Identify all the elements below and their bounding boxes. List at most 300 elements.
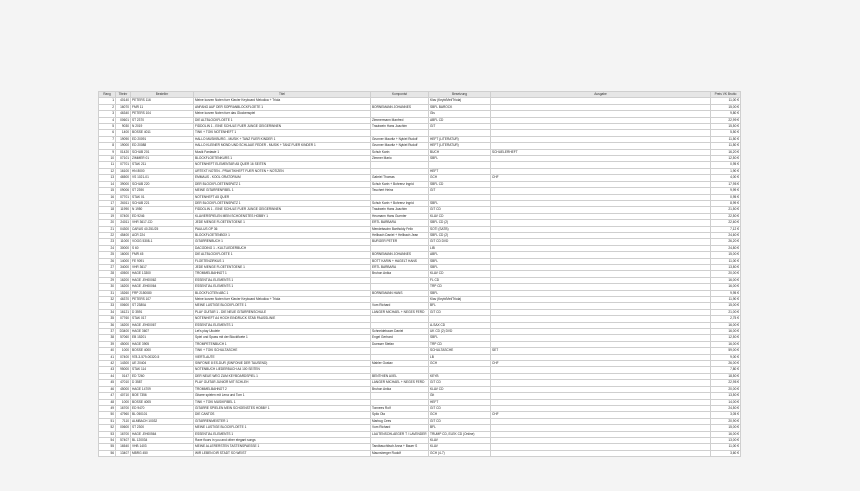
cell-titelnr[interactable]: 30000 [116, 245, 131, 251]
cell-komponist[interactable]: Spilo Ola [371, 412, 429, 418]
cell-preis[interactable]: 22,99 € [711, 117, 741, 123]
cell-besetzung[interactable]: GCH [429, 412, 491, 418]
cell-komponist[interactable]: LANGER MICHAEL + NEGES FERD [371, 380, 429, 386]
cell-komponist[interactable]: Schneidebaum Daniel [371, 329, 429, 335]
cell-besetzung[interactable]: FL CD [429, 277, 491, 283]
column-header-bestellnr[interactable]: Bestellnr [131, 92, 194, 98]
cell-rang[interactable]: 11 [99, 162, 116, 168]
cell-rang[interactable]: 2 [99, 104, 116, 110]
cell-besetzung[interactable]: KLAV [429, 444, 491, 450]
cell-komponist[interactable]: LANGER MICHAEL + NEGES FERD [371, 309, 429, 315]
cell-titel[interactable]: BLOCKFLOTEN ABC 1 [194, 290, 371, 296]
cell-titelnr[interactable]: 45000 [116, 386, 131, 392]
cell-preis[interactable]: 18,50 € [711, 373, 741, 379]
cell-bestellnr[interactable]: HN 8000 [131, 168, 194, 174]
cell-besetzung[interactable]: Git [429, 393, 491, 399]
cell-rang[interactable]: 26 [99, 258, 116, 264]
cell-preis[interactable]: 11,00 € [711, 98, 741, 104]
cell-besetzung[interactable]: ABFL CD [429, 117, 491, 123]
cell-komponist[interactable]: Grunner Mauritz + Nykiel Rudolf [371, 136, 429, 142]
cell-rang[interactable]: 21 [99, 226, 116, 232]
cell-preis[interactable]: 9,99 € [711, 188, 741, 194]
cell-bestellnr[interactable]: STAK 114 [131, 367, 194, 373]
cell-rang[interactable]: 23 [99, 239, 116, 245]
cell-rang[interactable]: 5 [99, 124, 116, 130]
cell-bestellnr[interactable]: ED 20091 [131, 136, 194, 142]
cell-titelnr[interactable]: 34000 [116, 264, 131, 270]
cell-rang[interactable]: 24 [99, 245, 116, 251]
cell-bestellnr[interactable]: FE 9091 [131, 258, 194, 264]
cell-titelnr[interactable]: 40710 [116, 393, 131, 399]
cell-titelnr[interactable]: 09006 [116, 188, 131, 194]
cell-besetzung[interactable]: KEYB [429, 373, 491, 379]
cell-preis[interactable]: 24,50 € [711, 405, 741, 411]
cell-rang[interactable]: 55 [99, 444, 116, 450]
cell-preis[interactable]: 3,05 € [711, 412, 741, 418]
cell-preis[interactable]: 11,50 € [711, 143, 741, 149]
cell-preis[interactable]: 21,00 € [711, 309, 741, 315]
cell-rang[interactable]: 9 [99, 149, 116, 155]
cell-rang[interactable]: 7 [99, 136, 116, 142]
cell-titel[interactable]: TROMMELBAHNOT 2 [194, 386, 371, 392]
cell-titel[interactable]: HALLO KLEINER MOND UND SCHLAUE FEDER - MUSIK + TANZ FUER KINDER 1 [194, 143, 371, 149]
cell-titel[interactable]: DIE CANTOS [194, 412, 371, 418]
cell-preis[interactable]: 13,80 € [711, 264, 741, 270]
cell-komponist[interactable]: Trautwein Hans Joachim [371, 124, 429, 130]
cell-bestellnr[interactable]: SCHUB 201 [131, 149, 194, 155]
cell-rang[interactable]: 30 [99, 284, 116, 290]
cell-titelnr[interactable]: 46370 [116, 297, 131, 303]
cell-rang[interactable]: 52 [99, 425, 116, 431]
cell-rang[interactable]: 6 [99, 130, 116, 136]
cell-rang[interactable]: 12 [99, 168, 116, 174]
cell-rang[interactable]: 56 [99, 450, 116, 456]
cell-titel[interactable]: Meine kurzen Noten fuer das Glockenspiel [194, 111, 371, 117]
cell-preis[interactable]: 12,50 € [711, 335, 741, 341]
cell-preis[interactable]: 15,00 € [711, 104, 741, 110]
cell-rang[interactable]: 17 [99, 200, 116, 206]
cell-besetzung[interactable]: Gls [429, 111, 491, 117]
cell-besetzung[interactable]: SBFL [429, 290, 491, 296]
cell-ausgabe[interactable]: CHF [491, 412, 711, 418]
cell-rang[interactable]: 13 [99, 175, 116, 181]
cell-titelnr[interactable]: 16700 [116, 405, 131, 411]
cell-bestellnr[interactable]: HAGE -EH00062 [131, 277, 194, 283]
cell-preis[interactable]: 20,90 € [711, 418, 741, 424]
cell-besetzung[interactable]: Klav (Keyb/Mel/Triola) [429, 297, 491, 303]
cell-besetzung[interactable]: SBFL [429, 258, 491, 264]
cell-rang[interactable]: 53 [99, 431, 116, 437]
column-header-ausgabe[interactable]: Ausgabe [491, 92, 711, 98]
cell-komponist[interactable]: Engel Gerhard [371, 335, 429, 341]
cell-besetzung[interactable]: GIT CD DVD [429, 239, 491, 245]
cell-komponist[interactable]: Heumann Hans Guenter [371, 213, 429, 219]
cell-titel[interactable]: FLOETENZIRKUS 1 [194, 258, 371, 264]
cell-titelnr[interactable]: 15260 [116, 290, 131, 296]
cell-titelnr[interactable]: 26011 [116, 200, 131, 206]
cell-titelnr[interactable]: 47010 [116, 380, 131, 386]
cell-titel[interactable]: EMMAUS - KOOL ORATORIUM [194, 175, 371, 181]
cell-komponist[interactable]: Mahler Gustav [371, 361, 429, 367]
cell-titelnr[interactable]: 0147 [116, 373, 131, 379]
cell-ausgabe[interactable]: CHF [491, 361, 711, 367]
cell-titelnr[interactable]: 95000 [116, 367, 131, 373]
cell-rang[interactable]: 45 [99, 380, 116, 386]
cell-titel[interactable]: Meine kurzen Noten fuer Klavier Keyboard Melodica + Triola [194, 98, 371, 104]
cell-komponist[interactable]: ERTL BARBARA [371, 264, 429, 270]
cell-titelnr[interactable]: 07701 [116, 194, 131, 200]
cell-titel[interactable]: HALLO MUSIKBURG - MUSIK + TANZ FUER KINDER 1 [194, 136, 371, 142]
cell-besetzung[interactable]: GIT CD [429, 380, 491, 386]
cell-titel[interactable]: PLAY GUITAR JUNIOR MIT SCHLEH [194, 380, 371, 386]
table-row[interactable] [99, 450, 741, 456]
cell-rang[interactable]: 41 [99, 354, 116, 360]
cell-preis[interactable]: 16,00 € [711, 341, 741, 347]
cell-preis[interactable]: 15,00 € [711, 425, 741, 431]
cell-titelnr[interactable]: 1000 [116, 399, 131, 405]
cell-preis[interactable]: 59,00 € [711, 348, 741, 354]
cell-komponist[interactable]: Zimmer Mario [371, 156, 429, 162]
cell-komponist[interactable]: BURGER PETER [371, 239, 429, 245]
cell-titelnr[interactable]: 11990 [116, 207, 131, 213]
cell-preis[interactable]: 16,00 € [711, 284, 741, 290]
cell-bestellnr[interactable]: STAK 017 [131, 316, 194, 322]
cell-besetzung[interactable]: GCH (4-7) [429, 450, 491, 456]
cell-besetzung[interactable]: GIT [429, 124, 491, 130]
cell-preis[interactable]: 9,00 € [711, 354, 741, 360]
cell-besetzung[interactable]: SOTI (SATB) [429, 226, 491, 232]
cell-komponist[interactable]: Tandbauchlisch Anna + Bauer S [371, 444, 429, 450]
cell-komponist[interactable]: Zimmermann Manfred [371, 117, 429, 123]
cell-preis[interactable]: 0,95 € [711, 162, 741, 168]
cell-titel[interactable]: Let's play Ukulele [194, 329, 371, 335]
cell-bestellnr[interactable]: D 3587 [131, 380, 194, 386]
cell-besetzung[interactable]: SBFL CD [429, 181, 491, 187]
cell-preis[interactable]: 11,00 € [711, 258, 741, 264]
cell-besetzung[interactable]: ABFL [429, 252, 491, 258]
cell-titel[interactable]: TROMPETENBUCH 1 [194, 341, 371, 347]
cell-titel[interactable]: DER BLOCKFLOETENSPATZ 1 [194, 200, 371, 206]
cell-ausgabe[interactable]: CHF [491, 175, 711, 181]
cell-bestellnr[interactable]: HAGE 3905 [131, 341, 194, 347]
cell-komponist[interactable]: BORNEMANN JOHANNES [371, 252, 429, 258]
cell-preis[interactable]: 20,00 € [711, 271, 741, 277]
cell-titelnr[interactable]: 16100 [116, 168, 131, 174]
cell-bestellnr[interactable]: ST 2380A [131, 303, 194, 309]
cell-besetzung[interactable]: SBFL [429, 335, 491, 341]
cell-titelnr[interactable]: 04300 [116, 226, 131, 232]
cell-komponist[interactable]: Gabriel Thomas [371, 175, 429, 181]
cell-rang[interactable]: 4 [99, 117, 116, 123]
cell-preis[interactable]: 5,50 € [711, 130, 741, 136]
cell-besetzung[interactable]: TRP CD [429, 341, 491, 347]
cell-bestellnr[interactable]: BL 120034 [131, 437, 194, 443]
cell-titel[interactable]: FIDDOLIN 1 - EINE SCHULE FUER JUNGE GEIGERINNEN [194, 124, 371, 130]
cell-titel[interactable]: JEDE MENGE FLOETENTOENE 1 [194, 264, 371, 270]
cell-titel[interactable]: JEDE MENGE FLOETENTOENE 1 [194, 220, 371, 226]
cell-komponist[interactable]: Maunsberger Rudolf [371, 450, 429, 456]
cell-komponist[interactable]: BOTT KARIN + HAGELT HANS [371, 258, 429, 264]
cell-rang[interactable]: 50 [99, 412, 116, 418]
cell-bestellnr[interactable]: N 2019 [131, 124, 194, 130]
cell-titel[interactable]: ANFANG AUF DER SOPRANBLOCKFLOETE 1 [194, 104, 371, 110]
cell-rang[interactable]: 42 [99, 361, 116, 367]
cell-bestellnr[interactable]: SCHUB 220 [131, 181, 194, 187]
cell-bestellnr[interactable]: VHB 1403 [131, 444, 194, 450]
cell-rang[interactable]: 38 [99, 335, 116, 341]
cell-titelnr[interactable]: 01420 [116, 149, 131, 155]
cell-bestellnr[interactable]: ST 2370 [131, 117, 194, 123]
cell-preis[interactable]: 12,50 € [711, 156, 741, 162]
cell-besetzung[interactable]: HEFT [429, 168, 491, 174]
cell-titel[interactable]: SINFONIE 8 ES-DUR (SINFONIE DER TAUSEND) [194, 361, 371, 367]
cell-bestellnr[interactable]: BOSSE 4005 [131, 399, 194, 405]
cell-besetzung[interactable]: SBFL CD (2) [429, 220, 491, 226]
cell-preis[interactable]: 15,50 € [711, 124, 741, 130]
cell-titelnr[interactable]: 57060 [116, 335, 131, 341]
cell-preis[interactable]: 9,80 € [711, 111, 741, 117]
cell-komponist[interactable]: Trautwein Hans Joachim [371, 207, 429, 213]
cell-besetzung[interactable]: GIT CD [429, 418, 491, 424]
cell-titelnr[interactable]: 46500 [116, 175, 131, 181]
cell-komponist[interactable]: BORNEMANN HANS [371, 290, 429, 296]
cell-besetzung[interactable]: TRUMP CD, ELEK CD (Online) [429, 431, 491, 437]
cell-besetzung[interactable]: BFL [429, 425, 491, 431]
cell-preis[interactable]: 13,50 € [711, 393, 741, 399]
cell-titelnr[interactable]: 47960 [116, 412, 131, 418]
column-header-besetzung[interactable]: Besetzung [429, 92, 491, 98]
cell-titelnr[interactable]: 16200 [116, 284, 131, 290]
cell-bestellnr[interactable]: ED 7260 [131, 373, 194, 379]
cell-besetzung[interactable]: KLAV [429, 437, 491, 443]
cell-komponist[interactable]: Vom Richard [371, 303, 429, 309]
cell-besetzung[interactable]: SBFL BAROCK [429, 104, 491, 110]
cell-titelnr[interactable]: 14300 [116, 361, 131, 367]
cell-titel[interactable]: WIR LEBEN DIR STADT SO WEIST [194, 450, 371, 456]
cell-bestellnr[interactable]: BL 050101 [131, 412, 194, 418]
cell-titelnr[interactable]: 00600 [116, 303, 131, 309]
cell-besetzung[interactable]: KLAV CD [429, 213, 491, 219]
cell-bestellnr[interactable]: SCHUB 221 [131, 200, 194, 206]
cell-titel[interactable]: DER NEUE WEG ZUM KEYBOARDSPIEL 1 [194, 373, 371, 379]
cell-besetzung[interactable]: LB [429, 354, 491, 360]
cell-bestellnr[interactable]: UE 20404 [131, 361, 194, 367]
cell-bestellnr[interactable]: ACR 224 [131, 232, 194, 238]
cell-bestellnr[interactable]: STAK 01 [131, 194, 194, 200]
cell-preis[interactable]: 7,12 € [711, 226, 741, 232]
cell-komponist[interactable]: Bruhon Anika [371, 271, 429, 277]
cell-titelnr[interactable]: 24011 [116, 220, 131, 226]
cell-preis[interactable]: 24,80 € [711, 245, 741, 251]
column-header-komponist[interactable]: Komponist [371, 92, 429, 98]
cell-ausgabe[interactable] [491, 450, 711, 456]
cell-titelnr[interactable]: 14000 [116, 258, 131, 264]
cell-komponist[interactable]: ERTL BARBARA [371, 220, 429, 226]
cell-bestellnr[interactable]: ZIMMER 01 [131, 156, 194, 162]
cell-titel[interactable]: ESSENTIAL ELEMENTS 1 [194, 277, 371, 283]
cell-bestellnr[interactable]: PETERS 116 [131, 98, 194, 104]
cell-titelnr[interactable]: 19000 [116, 143, 131, 149]
cell-rang[interactable]: 44 [99, 373, 116, 379]
cell-titelnr[interactable]: 57407 [116, 437, 131, 443]
cell-bestellnr[interactable]: PETERS 107 [131, 297, 194, 303]
cell-titelnr[interactable]: 16200 [116, 277, 131, 283]
cell-preis[interactable]: 24,60 € [711, 232, 741, 238]
cell-titel[interactable]: ESSENTIAL ELEMENTS 1 [194, 284, 371, 290]
cell-preis[interactable]: 16,00 € [711, 277, 741, 283]
cell-rang[interactable]: 36 [99, 322, 116, 328]
cell-bestellnr[interactable]: BOE 7356 [131, 393, 194, 399]
cell-komponist[interactable]: Duesser Stefan [371, 341, 429, 347]
cell-titelnr[interactable]: 16200 [116, 322, 131, 328]
cell-preis[interactable]: 9,95 € [711, 290, 741, 296]
cell-besetzung[interactable]: SBFL [429, 200, 491, 206]
cell-preis[interactable]: 2,75 € [711, 316, 741, 322]
cell-besetzung[interactable]: GIT CD [429, 207, 491, 213]
cell-komponist[interactable]: Bruhon Anika [371, 386, 429, 392]
cell-komponist[interactable]: BENTHIEN AXEL [371, 373, 429, 379]
cell-ausgabe[interactable]: SCHUELERHEFT [491, 149, 711, 155]
cell-bestellnr[interactable]: HAGE -EH00067 [131, 322, 194, 328]
cell-titelnr[interactable]: 40140 [116, 98, 131, 104]
cell-rang[interactable]: 35 [99, 316, 116, 322]
cell-rang[interactable]: 40 [99, 348, 116, 354]
cell-titel[interactable]: Rave floors in you and other elegant songs [194, 437, 371, 443]
cell-titelnr[interactable]: 45400 [116, 232, 131, 238]
cell-titelnr[interactable]: 19090 [116, 136, 131, 142]
cell-besetzung[interactable]: Klav (Keyb/Mel/Triola) [429, 98, 491, 104]
cell-preis[interactable]: 11,00 € [711, 444, 741, 450]
cell-besetzung[interactable]: GIT CD [429, 309, 491, 315]
cell-rang[interactable]: 29 [99, 277, 116, 283]
cell-rang[interactable]: 1 [99, 98, 116, 104]
cell-bestellnr[interactable]: EB 15201 [131, 335, 194, 341]
cell-titel[interactable]: MEINE LUSTIGE BLOCKFLOETE 1 [194, 303, 371, 309]
cell-titelnr[interactable]: 00601 [116, 117, 131, 123]
cell-titel[interactable]: Spiel und Spass mit der Blockfloete 1 [194, 335, 371, 341]
cell-titel[interactable]: VIERTLAUTE [194, 354, 371, 360]
cell-rang[interactable]: 46 [99, 386, 116, 392]
cell-bestellnr[interactable]: VOGG 5308-1 [131, 239, 194, 245]
cell-titel[interactable]: ESSENTIAL ELEMENTS 1 [194, 322, 371, 328]
cell-besetzung[interactable]: HEFT (LITERATUR) [429, 143, 491, 149]
cell-preis[interactable]: 20,00 € [711, 386, 741, 392]
cell-titel[interactable]: PAULUS OP 36 [194, 226, 371, 232]
cell-preis[interactable]: 17,95 € [711, 181, 741, 187]
cell-rang[interactable]: 22 [99, 232, 116, 238]
cell-titel[interactable]: GITARRE SPIELEN MEIN SCHOENSTES HOBBY 1 [194, 405, 371, 411]
cell-bestellnr[interactable]: FMR 45 [131, 252, 194, 258]
cell-bestellnr[interactable]: D 3591 [131, 309, 194, 315]
cell-rang[interactable]: 20 [99, 220, 116, 226]
cell-rang[interactable]: 15 [99, 188, 116, 194]
cell-titelnr[interactable]: 46340 [116, 111, 131, 117]
cell-rang[interactable]: 27 [99, 264, 116, 270]
cell-titel[interactable]: MEINE LUSTIGE BLOCKFLOETE 1 [194, 425, 371, 431]
cell-besetzung[interactable]: SBFL CD (2) [429, 232, 491, 238]
cell-besetzung[interactable]: BUCH [429, 149, 491, 155]
cell-titel[interactable]: TINK + TOKI MUSIKFIBEL 1 [194, 399, 371, 405]
cell-titelnr[interactable]: 16121 [116, 309, 131, 315]
cell-besetzung[interactable]: GCH [429, 361, 491, 367]
cell-komponist[interactable]: Marbug Cees [371, 418, 429, 424]
cell-rang[interactable]: 10 [99, 156, 116, 162]
cell-bestellnr[interactable]: S 60 [131, 245, 194, 251]
cell-titelnr[interactable]: 07101 [116, 156, 131, 162]
cell-komponist[interactable]: Grunner Mauritz + Nykiel Rudolf [371, 143, 429, 149]
cell-besetzung[interactable]: HEFT (LITERATUR) [429, 136, 491, 142]
cell-komponist[interactable]: Tonnees Rolf [371, 405, 429, 411]
cell-besetzung[interactable]: SBFL [429, 264, 491, 270]
cell-preis[interactable]: 22,95 € [711, 380, 741, 386]
cell-titel[interactable]: DIE ALTBLOCKFLOETE 1 [194, 252, 371, 258]
cell-titelnr[interactable]: 13407 [116, 450, 131, 456]
column-header-titelnr[interactable]: Titelnr [116, 92, 131, 98]
cell-titelnr[interactable]: 07701 [116, 162, 131, 168]
cell-titel[interactable]: DER BLOCKFLOETENSPATZ 1 [194, 181, 371, 187]
cell-bestellnr[interactable]: BOSSE 4000 [131, 348, 194, 354]
cell-rang[interactable]: 51 [99, 418, 116, 424]
cell-preis[interactable]: 13,00 € [711, 437, 741, 443]
cell-titelnr[interactable]: 1000 [116, 348, 131, 354]
cell-besetzung[interactable]: TRP CD [429, 284, 491, 290]
cell-bestellnr[interactable]: FRP 2150080 [131, 290, 194, 296]
cell-bestellnr[interactable]: STAK 211 [131, 162, 194, 168]
cell-titel[interactable]: BLOCKFLOETENKURS 1 [194, 156, 371, 162]
cell-komponist[interactable]: Schuh Karin + Bohrenz Ingrid [371, 181, 429, 187]
cell-preis[interactable]: 26,20 € [711, 239, 741, 245]
cell-titelnr[interactable]: 1400 [116, 130, 131, 136]
cell-rang[interactable]: 33 [99, 303, 116, 309]
cell-preis[interactable]: 16,20 € [711, 149, 741, 155]
cell-bestellnr[interactable]: ST 2390 [131, 188, 194, 194]
cell-titel[interactable]: NOTENHEFT A5 QUER [194, 194, 371, 200]
cell-preis[interactable]: 4,00 € [711, 175, 741, 181]
cell-besetzung[interactable]: LIB [429, 245, 491, 251]
cell-rang[interactable]: 49 [99, 405, 116, 411]
cell-bestellnr[interactable]: CARUS 40.251/25 [131, 226, 194, 232]
cell-komponist[interactable]: Mendelssohn Bartholdy Felix [371, 226, 429, 232]
cell-komponist[interactable]: Hellbach Daniel + Hellbach Jean [371, 232, 429, 238]
cell-titelnr[interactable]: 9030 [116, 124, 131, 130]
cell-besetzung[interactable]: HEFT [429, 399, 491, 405]
cell-rang[interactable]: 31 [99, 290, 116, 296]
cell-bestellnr[interactable]: BOSSE 4011 [131, 130, 194, 136]
cell-titel[interactable]: FIDDOLIN 1 - EINE SCHULE FUER JUNGE GEIGERINNEN [194, 207, 371, 213]
cell-rang[interactable]: 54 [99, 437, 116, 443]
cell-titel[interactable]: BLOCKFLOETENBOX 1 [194, 232, 371, 238]
cell-besetzung[interactable]: KLAV CD [429, 271, 491, 277]
cell-besetzung[interactable]: BFL [429, 303, 491, 309]
cell-titelnr[interactable]: 07400 [116, 213, 131, 219]
cell-bestellnr[interactable]: FMR 11 [131, 104, 194, 110]
cell-titelnr[interactable]: 11000 [116, 239, 131, 245]
cell-titelnr[interactable]: D3400 [116, 329, 131, 335]
cell-rang[interactable]: 16 [99, 194, 116, 200]
cell-bestellnr[interactable]: ALMBACH 10032 [131, 418, 194, 424]
cell-preis[interactable]: 16,00 € [711, 322, 741, 328]
cell-preis[interactable]: 14,00 € [711, 399, 741, 405]
cell-bestellnr[interactable]: VHR 3617 [131, 264, 194, 270]
cell-titel[interactable]: GITARRENMEISTER 1 [194, 418, 371, 424]
cell-besetzung[interactable]: KLAV CD [429, 386, 491, 392]
cell-preis[interactable]: 11,90 € [711, 297, 741, 303]
cell-besetzung[interactable]: GIT [429, 188, 491, 194]
cell-titel[interactable]: MEINE ALLERERSTEN TASTENSPAESSE 1 [194, 444, 371, 450]
cell-komponist[interactable]: Vom Richard [371, 425, 429, 431]
cell-titelnr[interactable]: 45000 [116, 341, 131, 347]
cell-rang[interactable]: 8 [99, 143, 116, 149]
